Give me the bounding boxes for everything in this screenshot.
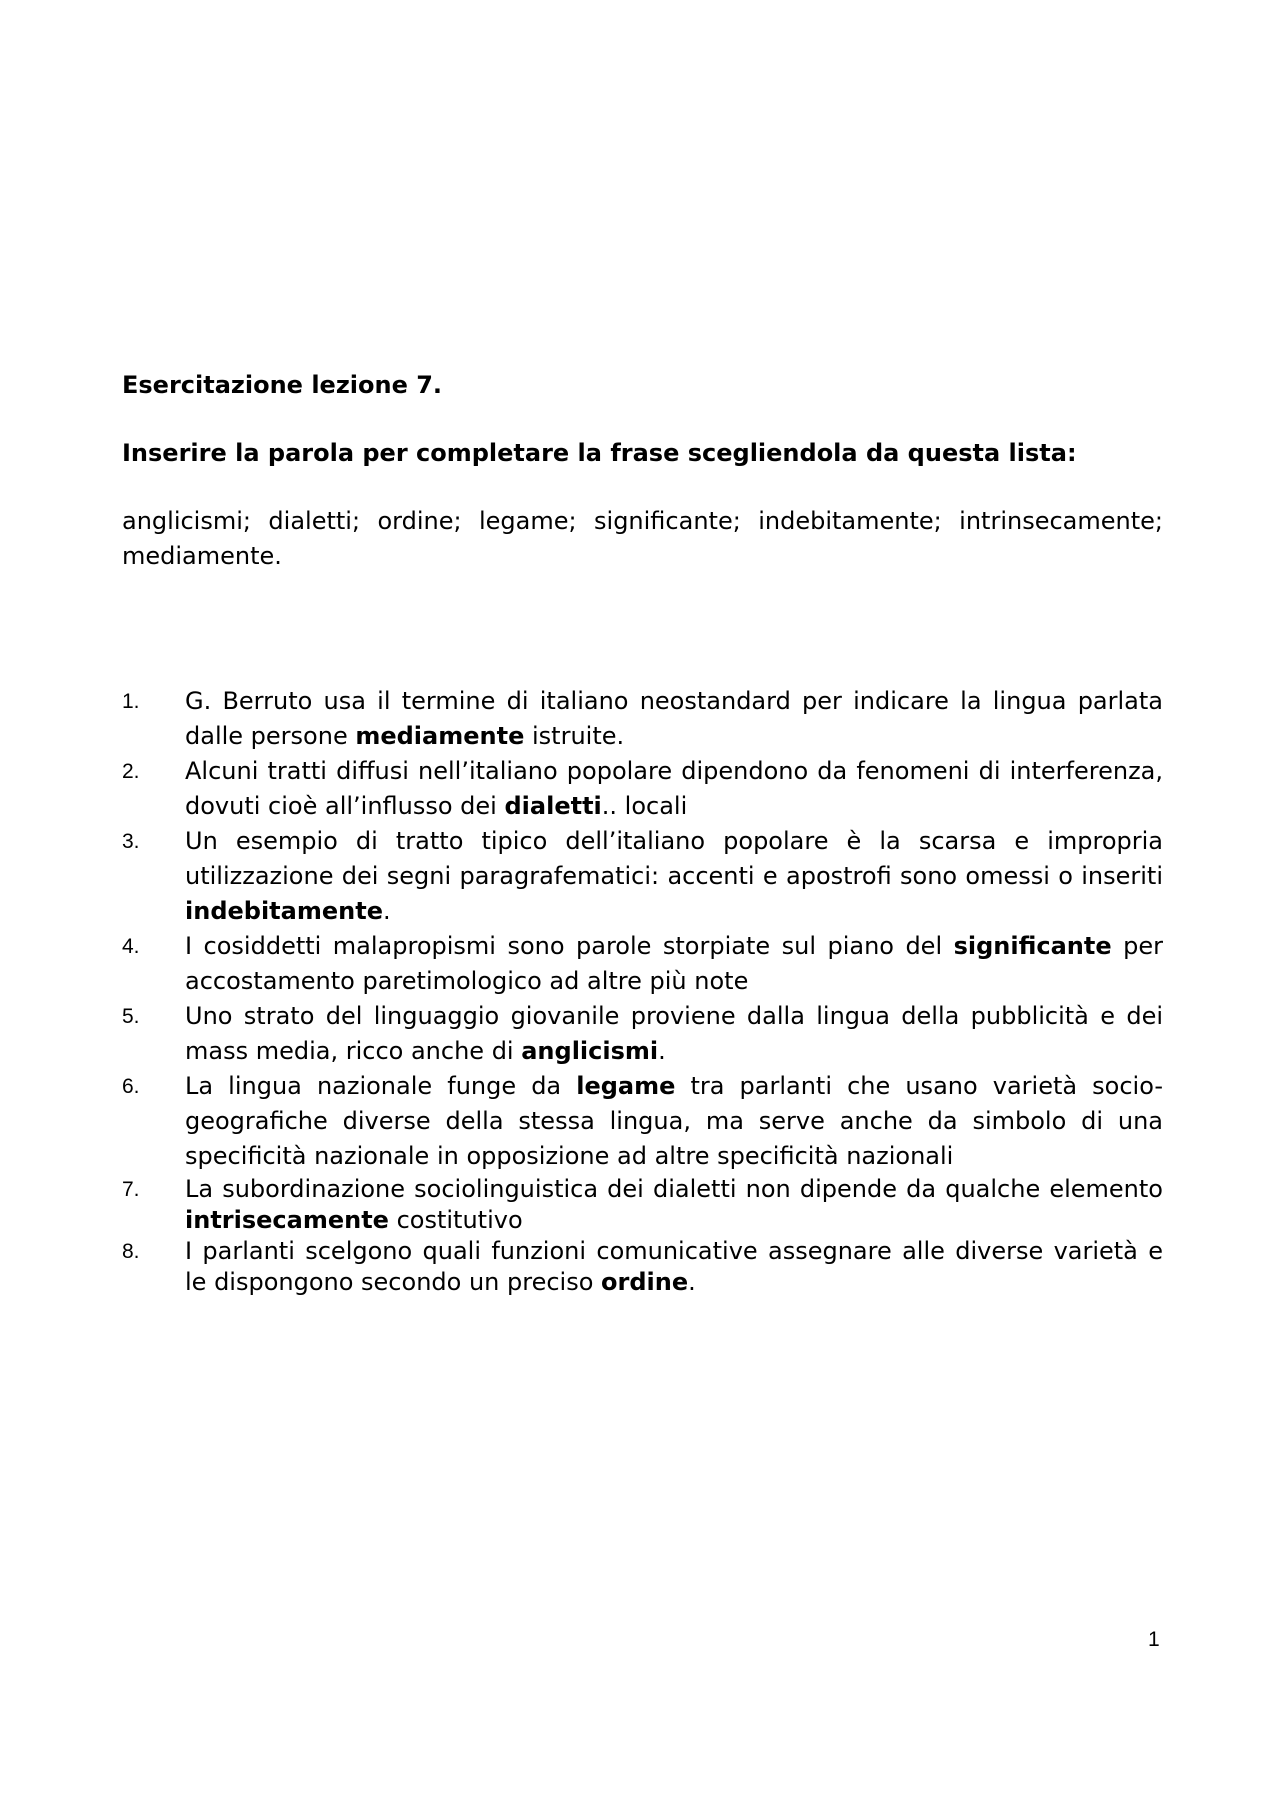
sentence-before: I cosiddetti malapropismi sono parole storpiate sul piano del xyxy=(185,932,954,960)
sentence-before: Uno strato del linguaggio giovanile proviene dalla lingua della pubblicità e dei mass media, ricco anche di xyxy=(185,1002,1163,1065)
sentence-before: Alcuni tratti diffusi nell’italiano popolare dipendono da fenomeni di interferenza, dovuti cioè all’influsso dei xyxy=(185,757,1163,820)
sentence-after: . xyxy=(382,897,391,925)
item-number: 5. xyxy=(122,1005,140,1028)
sentence-after: . xyxy=(658,1037,666,1065)
answer-word: dialetti xyxy=(504,792,602,820)
item-number: 6. xyxy=(122,1075,140,1098)
page-number: 1 xyxy=(1148,1628,1160,1651)
answer-word: indebitamente xyxy=(185,897,383,925)
word-list: anglicismi; dialetti; ordine; legame; significante; indebitamente; intrinsecamente; mediamente. xyxy=(122,507,1163,570)
exercise-item-3 xyxy=(122,824,1163,929)
sentence-after: . xyxy=(688,1268,696,1296)
exercise-item-2 xyxy=(122,754,1163,824)
page-content xyxy=(122,368,1163,1298)
sentence-before: La subordinazione sociolinguistica dei dialetti non dipende da qualche elemento xyxy=(185,1175,1163,1203)
item-number: 4. xyxy=(122,935,140,958)
sentence-after: tra parlanti che usano varietà socio-geografiche diverse della stessa lingua, ma serve anche da simbolo di una specificità nazionale in opposizione ad altre specificità nazionali xyxy=(185,1072,1163,1170)
exercise-item-6 xyxy=(122,1069,1163,1174)
answer-word: ordine xyxy=(601,1268,689,1296)
sentence-after: costitutivo xyxy=(388,1206,523,1234)
exercise-item-8 xyxy=(122,1236,1163,1298)
exercise-list xyxy=(122,684,1163,1298)
exercise-item-1 xyxy=(122,684,1163,754)
answer-word: mediamente xyxy=(355,722,525,750)
sentence-after: .. locali xyxy=(601,792,688,820)
sentence-after: istruite. xyxy=(524,722,625,750)
answer-word: anglicismi xyxy=(521,1037,659,1065)
sentence-after: per accostamento paretimologico ad altre più note xyxy=(185,932,1163,995)
answer-word: intrisecamente xyxy=(185,1206,389,1234)
item-number: 8. xyxy=(122,1240,140,1263)
answer-word: legame xyxy=(576,1072,676,1100)
exercise-item-4 xyxy=(122,929,1163,999)
exercise-item-5 xyxy=(122,999,1163,1069)
sentence-before: La lingua nazionale funge da xyxy=(185,1072,577,1100)
instruction-text: Inserire la parola per completare la frase scegliendola da questa lista: xyxy=(122,439,1077,467)
exercise-item-7 xyxy=(122,1174,1163,1236)
answer-word: significante xyxy=(953,932,1112,960)
item-number: 3. xyxy=(122,830,140,853)
sentence-before: G. Berruto usa il termine di italiano neostandard per indicare la lingua parlata dalle persone xyxy=(185,687,1163,750)
sentence-before: I parlanti scelgono quali funzioni comunicative assegnare alle diverse varietà e le dispongono secondo un preciso xyxy=(185,1237,1163,1296)
item-number: 2. xyxy=(122,760,140,783)
exercise-title: Esercitazione lezione 7. xyxy=(122,371,443,399)
sentence-before: Un esempio di tratto tipico dell’italiano popolare è la scarsa e impropria utilizzazione dei segni paragrafematici: accenti e apostrofi sono omessi o inseriti xyxy=(185,827,1163,890)
item-number: 1. xyxy=(122,690,140,713)
item-number: 7. xyxy=(122,1178,140,1201)
